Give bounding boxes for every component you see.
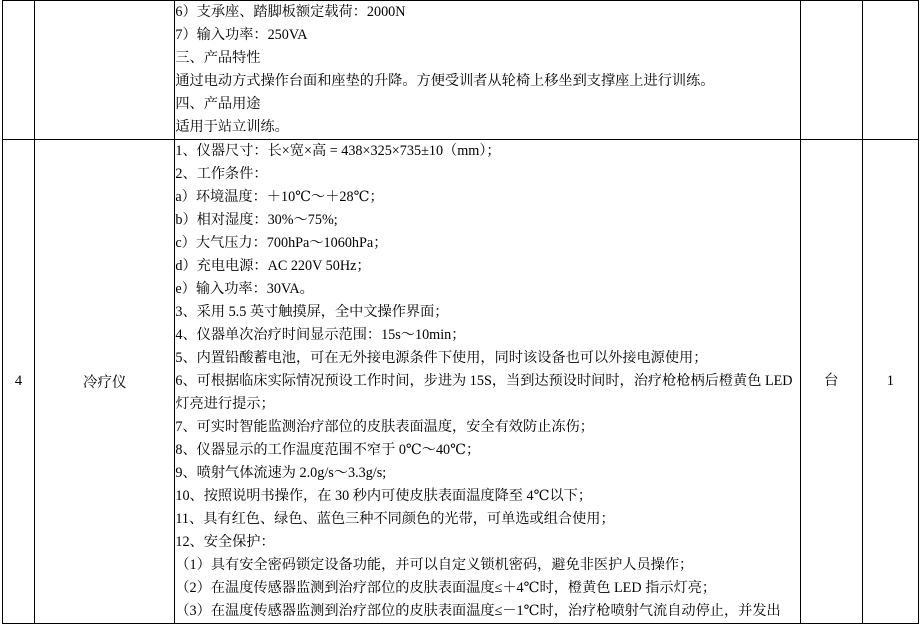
spec-line: 9、喷射气体流速为 2.0g/s～3.3g/s;: [175, 465, 387, 481]
spec-line: （1）具有安全密码锁定设备功能，并可以自定义锁机密码，避免非医护人员操作；: [175, 557, 694, 573]
spec-line: （2）在温度传感器监测到治疗部位的皮肤表面温度≤＋4℃时，橙黄色 LED 指示灯亮；: [175, 580, 717, 596]
row-index-cell: 4: [3, 140, 35, 624]
specification-table: [2, 0, 919, 624]
spec-line: 10、按照说明书操作，在 30 秒内可使皮肤表面温度降至 4℃以下；: [175, 488, 593, 504]
spec-line: 3、采用 5.5 英寸触摸屏，全中文操作界面；: [175, 304, 449, 320]
spec-line: c）大气压力：700hPa～1060hPa；: [175, 235, 388, 251]
spec-line: 8、仪器显示的工作温度范围不窄于 0℃～40℃；: [175, 442, 481, 458]
spec-line: 4、仪器单次治疗时间显示范围：15s～10min；: [175, 327, 466, 343]
spec-line: 7、可实时智能监测治疗部位的皮肤表面温度，安全有效防止冻伤；: [175, 419, 594, 435]
spec-line: a）环境温度：＋10℃～＋28℃；: [175, 189, 384, 205]
spec-line: （3）在温度传感器监测到治疗部位的皮肤表面温度≤－1℃时，治疗枪喷射气流自动停止，并发出: [175, 603, 781, 619]
spec-line: d）充电电源：AC 220V 50Hz；: [175, 258, 371, 274]
spec-line: 1、仪器尺寸：长×宽×高 = 438×325×735±10（mm）；: [175, 143, 501, 159]
row-index-cell: [3, 1, 35, 140]
table-body: [3, 1, 919, 624]
spec-line: 12、安全保护：: [175, 534, 275, 550]
spec-line: e）输入功率：30VA。: [175, 281, 314, 297]
spec-line: b）相对湿度：30%～75%;: [175, 212, 338, 228]
table-row: [3, 140, 919, 624]
table-row: [3, 1, 919, 140]
spec-line: 6）支承座、踏脚板额定载荷：2000N: [175, 4, 406, 20]
spec-line: 7）输入功率：250VA: [175, 27, 308, 43]
row-name-cell: 冷疗仪: [35, 140, 175, 624]
spec-line: 11、具有红色、绿色、蓝色三种不同颜色的光带，可单选或组合使用；: [175, 511, 615, 527]
row-spec-cell: [175, 1, 800, 140]
row-spec-cell: [175, 140, 800, 624]
row-qty-cell: [862, 1, 918, 140]
spec-line: 四、产品用途: [175, 96, 261, 112]
spec-line: 6、可根据临床实际情况预设工作时间，步进为 15S，当到达预设时间时，治疗枪枪柄后橙黄色 LED 灯亮进行提示；: [175, 373, 797, 412]
spec-line: 2、工作条件：: [175, 166, 268, 182]
spec-line: 三、产品特性: [175, 50, 261, 66]
row-unit-cell: [800, 1, 862, 140]
spec-line: 适用于站立训练。: [175, 119, 289, 135]
spec-line: 通过电动方式操作台面和座垫的升降。方便受训者从轮椅上移坐到支撑座上进行训练。: [175, 73, 715, 89]
row-name-cell: [35, 1, 175, 140]
row-qty-cell: 1: [862, 140, 918, 624]
row-unit-cell: 台: [800, 140, 862, 624]
spec-line: 5、内置铅酸蓄电池，可在无外接电源条件下使用，同时该设备也可以外接电源使用；: [175, 350, 708, 366]
